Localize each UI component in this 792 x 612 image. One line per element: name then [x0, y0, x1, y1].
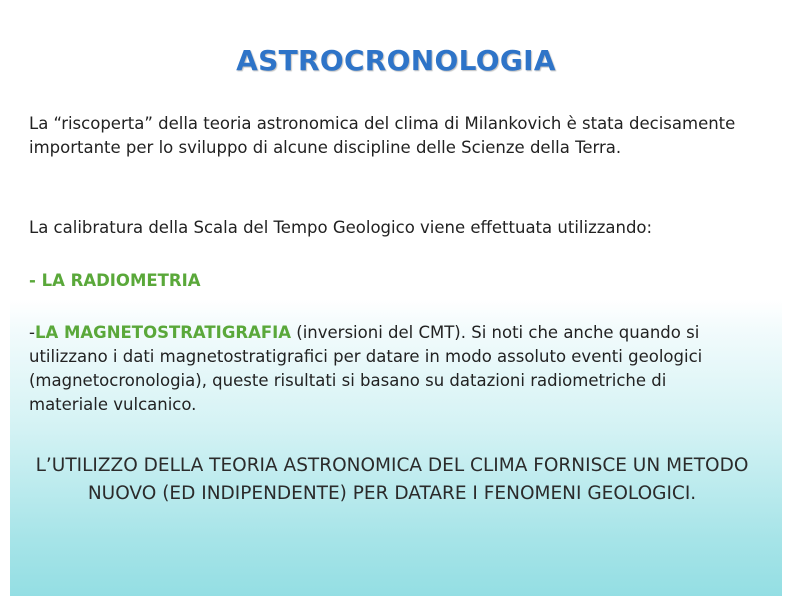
slide-margin-right: [782, 0, 792, 612]
list-item-dash: -: [29, 323, 35, 342]
intro-paragraph: La “riscoperta” della teoria astronomica del clima di Milankovich è stata decisamente importante per lo sviluppo di alcune discipline delle Scienze della Terra.: [29, 114, 736, 157]
calibration-paragraph: La calibratura della Scala del Tempo Geologico viene effettuata utilizzando:: [29, 218, 653, 237]
conclusion-statement: L’UTILIZZO DELLA TEORIA ASTRONOMICA DEL CLIMA FORNISCE UN METODO NUOVO (ED INDIPENDENTE) PER DATARE I FENOMENI GEOLOGICI.: [35, 455, 749, 504]
slide-title: ASTROCRONOLOGIA: [236, 44, 556, 77]
list-item-magnetostratigrafia: [29, 321, 739, 417]
magnetostratigrafia-highlight: LA MAGNETOSTRATIGRAFIA: [34, 323, 292, 342]
slide-margin-left: [0, 0, 10, 612]
slide-margin-bottom: [0, 596, 792, 612]
magnetostratigrafia-description: (inversioni del CMT). Si noti che anche quando si utilizzano i dati magnetostratigrafici per datare in modo assoluto eventi geologici (magnetocronologia), queste risultati si basano su datazioni radiometriche di materiale vulcanico.: [29, 323, 703, 414]
list-item-radiometria: - LA RADIOMETRIA: [29, 271, 201, 290]
